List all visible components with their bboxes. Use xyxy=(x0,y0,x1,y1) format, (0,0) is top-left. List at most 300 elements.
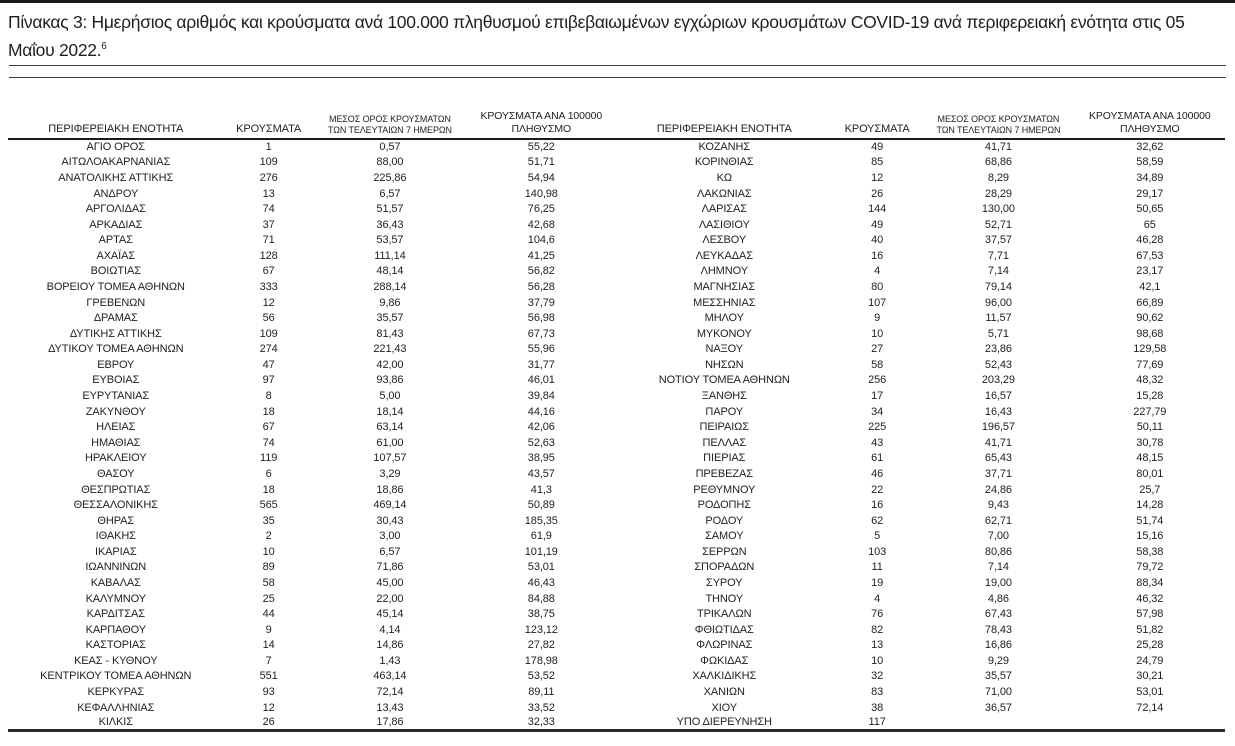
table-row xyxy=(617,264,1226,280)
table-row xyxy=(8,155,617,171)
cell-region: ΛΑΡΙΣΑΣ xyxy=(701,203,747,216)
table-row xyxy=(617,575,1226,591)
cell-cases: 44 xyxy=(262,608,275,621)
cell-per-100k: 41,25 xyxy=(527,249,555,262)
cell-region: ΠΑΡΟΥ xyxy=(705,405,744,418)
cell-per-100k: 55,96 xyxy=(527,343,555,356)
cell-cases: 19 xyxy=(871,576,884,589)
cell-per-100k: 50,65 xyxy=(1136,203,1164,216)
cell-cases: 22 xyxy=(871,483,884,496)
cell-cases: 9 xyxy=(874,312,881,325)
cell-per-100k: 32,62 xyxy=(1136,141,1164,154)
cell-7day-average: 36,57 xyxy=(984,701,1012,714)
cell-7day-average: 6,57 xyxy=(379,545,401,558)
cell-per-100k: 51,74 xyxy=(1136,514,1164,527)
cell-region: ΦΩΚΙΔΑΣ xyxy=(700,654,749,667)
cell-per-100k: 42,06 xyxy=(527,421,555,434)
table-row xyxy=(8,404,617,420)
cell-cases: 82 xyxy=(871,623,884,636)
cell-region: ΙΚΑΡΙΑΣ xyxy=(94,545,137,558)
cell-region: ΑΝΑΤΟΛΙΚΗΣ ΑΤΤΙΚΗΣ xyxy=(58,171,174,184)
cell-cases: 61 xyxy=(871,452,884,465)
cell-region: ΑΓΙΟ ΟΡΟΣ xyxy=(86,141,145,154)
cell-cases: 10 xyxy=(262,545,275,558)
cell-cases: 11 xyxy=(871,561,883,574)
cell-cases: 37 xyxy=(262,218,275,231)
table-row xyxy=(617,170,1226,186)
table-header xyxy=(617,78,1226,139)
table-row xyxy=(617,606,1226,622)
cell-per-100k: 37,79 xyxy=(527,296,555,309)
cell-7day-average: 61,00 xyxy=(376,436,404,449)
cell-7day-average: 67,43 xyxy=(984,608,1012,621)
table-row xyxy=(8,622,617,638)
cell-cases: 117 xyxy=(868,716,886,729)
cell-7day-average: 463,14 xyxy=(373,670,407,683)
cell-cases: 67 xyxy=(262,265,275,278)
cell-7day-average: 23,86 xyxy=(984,343,1012,356)
cell-region: ΜΥΚΟΝΟΥ xyxy=(696,327,752,340)
cell-region: ΚΩ xyxy=(716,171,732,184)
cell-region: ΡΕΘΥΜΝΟΥ xyxy=(693,483,756,496)
table-row xyxy=(617,248,1226,264)
cell-7day-average: 80,86 xyxy=(984,545,1012,558)
cell-region: ΠΕΙΡΑΙΩΣ xyxy=(699,421,749,434)
cell-per-100k: 15,16 xyxy=(1136,530,1164,543)
cell-region: ΛΑΣΙΘΙΟΥ xyxy=(698,218,750,231)
cell-region: ΚΕΝΤΡΙΚΟΥ ΤΟΜΕΑ ΑΘΗΝΩΝ xyxy=(40,670,192,683)
cell-cases: 551 xyxy=(259,670,278,683)
cell-cases: 74 xyxy=(262,203,275,216)
table-body-left xyxy=(8,139,617,731)
table-row xyxy=(617,622,1226,638)
cell-7day-average xyxy=(922,715,1074,731)
cell-per-100k: 43,57 xyxy=(527,467,555,480)
cell-7day-average: 88,00 xyxy=(376,156,404,169)
cell-per-100k: 104,6 xyxy=(527,234,555,247)
cell-cases: 49 xyxy=(871,141,884,154)
table-row xyxy=(617,186,1226,202)
table-row xyxy=(617,201,1226,217)
table-row xyxy=(8,264,617,280)
cell-region: ΛΗΜΝΟΥ xyxy=(700,265,748,278)
cell-cases: 4 xyxy=(874,265,881,278)
cell-region: ΣΑΜΟΥ xyxy=(705,530,744,543)
cell-cases: 18 xyxy=(262,405,275,418)
cell-per-100k: 34,89 xyxy=(1136,171,1164,184)
cell-per-100k: 67,53 xyxy=(1136,249,1164,262)
cell-per-100k: 41,3 xyxy=(530,483,552,496)
cell-per-100k: 56,28 xyxy=(527,280,555,293)
cell-cases: 83 xyxy=(871,686,884,699)
cell-per-100k: 51,82 xyxy=(1136,623,1164,636)
cell-cases: 8 xyxy=(265,390,272,403)
cell-per-100k: 30,21 xyxy=(1136,670,1164,683)
cell-cases: 225 xyxy=(868,421,887,434)
cell-7day-average: 7,00 xyxy=(987,530,1009,543)
cell-7day-average: 9,43 xyxy=(987,499,1009,512)
cell-per-100k: 80,01 xyxy=(1136,467,1164,480)
cell-per-100k: 58,59 xyxy=(1136,156,1164,169)
table-row xyxy=(8,606,617,622)
cell-7day-average: 63,14 xyxy=(376,421,404,434)
table-row xyxy=(8,715,617,731)
cell-per-100k: 185,35 xyxy=(524,514,558,527)
cell-region: ΧΑΛΚΙΔΙΚΗΣ xyxy=(692,670,757,683)
cell-cases: 40 xyxy=(871,234,884,247)
cell-per-100k: 79,72 xyxy=(1136,561,1164,574)
cell-per-100k: 58,38 xyxy=(1136,545,1164,558)
table-row xyxy=(8,310,617,326)
cell-cases: 58 xyxy=(871,358,884,371)
cell-per-100k: 88,34 xyxy=(1136,576,1164,589)
table-row xyxy=(8,373,617,389)
cell-7day-average: 71,86 xyxy=(376,561,404,574)
cell-per-100k: 51,71 xyxy=(527,156,555,169)
table-row xyxy=(8,342,617,358)
cell-region: ΡΟΔΟΠΗΣ xyxy=(697,499,751,512)
cell-region: ΒΟΙΩΤΙΑΣ xyxy=(90,265,141,278)
table-row xyxy=(8,466,617,482)
cell-7day-average: 3,00 xyxy=(379,530,401,543)
cell-7day-average: 35,57 xyxy=(984,670,1012,683)
cell-cases: 119 xyxy=(260,452,278,465)
table-row xyxy=(617,591,1226,607)
table-row xyxy=(617,466,1226,482)
cell-7day-average: 51,57 xyxy=(376,203,404,216)
cases-table-right xyxy=(617,78,1226,732)
cell-cases: 26 xyxy=(871,187,884,200)
table-row xyxy=(8,170,617,186)
cell-cases: 34 xyxy=(871,405,884,418)
table-row xyxy=(8,435,617,451)
cell-cases: 9 xyxy=(265,623,272,636)
table-row xyxy=(617,528,1226,544)
table-body-right xyxy=(617,139,1226,731)
cell-region: ΞΑΝΘΗΣ xyxy=(701,390,747,403)
table-row xyxy=(617,326,1226,342)
cell-7day-average: 7,14 xyxy=(987,561,1009,574)
table-row xyxy=(617,513,1226,529)
cell-7day-average: 13,43 xyxy=(376,701,404,714)
cell-per-100k: 42,68 xyxy=(527,218,555,231)
cell-region: ΝΗΣΩΝ xyxy=(705,358,744,371)
table-row xyxy=(8,560,617,576)
cell-7day-average: 5,00 xyxy=(379,390,401,403)
cell-region: ΚΑΡΠΑΘΟΥ xyxy=(85,623,146,636)
cell-region: ΙΩΑΝΝΙΝΩΝ xyxy=(85,561,147,574)
cell-per-100k: 227,79 xyxy=(1133,405,1167,418)
cell-region: ΗΛΕΙΑΣ xyxy=(96,421,136,434)
cell-cases: 12 xyxy=(262,296,275,309)
cell-per-100k: 25,7 xyxy=(1139,483,1161,496)
cell-cases: 67 xyxy=(262,421,275,434)
cell-region: ΚΟΖΑΝΗΣ xyxy=(698,141,751,154)
table-row xyxy=(8,232,617,248)
table-row xyxy=(8,653,617,669)
cell-per-100k: 46,43 xyxy=(527,576,555,589)
cell-per-100k: 54,94 xyxy=(527,171,555,184)
cell-7day-average: 93,86 xyxy=(376,374,404,387)
table-row xyxy=(617,653,1226,669)
cell-cases: 256 xyxy=(868,374,887,387)
table-row xyxy=(617,342,1226,358)
cell-7day-average: 42,00 xyxy=(376,358,404,371)
table-row xyxy=(8,419,617,435)
cell-per-100k: 46,01 xyxy=(527,374,555,387)
cell-cases: 7 xyxy=(265,654,272,667)
cell-per-100k: 39,84 xyxy=(527,390,555,403)
cell-per-100k: 65 xyxy=(1143,218,1156,231)
cell-7day-average: 7,14 xyxy=(987,265,1009,278)
footnote-marker: 6 xyxy=(101,41,107,53)
cell-7day-average: 107,57 xyxy=(373,452,407,465)
table-row xyxy=(8,326,617,342)
cell-7day-average: 288,14 xyxy=(373,280,407,293)
cell-7day-average: 7,71 xyxy=(987,249,1009,262)
cell-per-100k: 77,69 xyxy=(1136,358,1164,371)
table-row xyxy=(8,357,617,373)
cell-per-100k: 33,52 xyxy=(527,701,555,714)
cell-region: ΣΕΡΡΩΝ xyxy=(702,545,747,558)
cell-cases: 38 xyxy=(871,701,884,714)
cell-region: ΜΗΛΟΥ xyxy=(704,312,744,325)
table-row xyxy=(617,435,1226,451)
cell-cases: 1 xyxy=(265,141,272,154)
cell-7day-average: 24,86 xyxy=(984,483,1012,496)
header-7day-average: ΜΕΣΟΣ ΟΡΟΣ ΚΡΟΥΣΜΑΤΩΝ ΤΩΝ ΤΕΛΕΥΤΑΙΩΝ 7 ΗΜΕΡΩΝ xyxy=(314,78,466,139)
table-row xyxy=(617,560,1226,576)
cell-7day-average: 28,29 xyxy=(984,187,1012,200)
header-per-100k: ΚΡΟΥΣΜΑΤΑ ΑΝΑ 100000 ΠΛΗΘΥΣΜΟ xyxy=(466,78,616,139)
cell-cases: 71 xyxy=(262,234,275,247)
table-row xyxy=(8,217,617,233)
cell-region: ΓΡΕΒΕΝΩΝ xyxy=(86,296,146,309)
cell-region: ΔΥΤΙΚΟΥ ΤΟΜΕΑ ΑΘΗΝΩΝ xyxy=(48,343,184,356)
cell-per-100k: 30,78 xyxy=(1136,436,1164,449)
cell-cases: 16 xyxy=(871,499,884,512)
cell-per-100k: 129,58 xyxy=(1133,343,1167,356)
cell-cases: 333 xyxy=(259,280,278,293)
table-row xyxy=(617,155,1226,171)
cell-region: ΗΡΑΚΛΕΙΟΥ xyxy=(85,452,147,465)
cell-7day-average: 41,71 xyxy=(984,436,1012,449)
cell-region: ΚΑΡΔΙΤΣΑΣ xyxy=(86,608,145,621)
table-row xyxy=(8,186,617,202)
cell-cases: 13 xyxy=(262,187,275,200)
cell-cases: 12 xyxy=(262,701,275,714)
table-caption xyxy=(0,0,1235,58)
cell-cases: 27 xyxy=(871,343,884,356)
cell-7day-average: 52,43 xyxy=(984,358,1012,371)
cell-region: ΕΥΡΥΤΑΝΙΑΣ xyxy=(82,390,150,403)
cell-7day-average: 16,86 xyxy=(984,639,1012,652)
table-row xyxy=(8,700,617,716)
table-caption-text: Πίνακας 3: Ημερήσιος αριθμός και κρούσματα ανά 100.000 πληθυσμού επιβεβαιωμένων εγχώριων κρουσμάτων COVID-19 ανά περιφερειακή ενότητα στις 05 Μαΐου 2022. xyxy=(8,12,1185,60)
cell-cases: 109 xyxy=(259,327,278,340)
cell-per-100k: 48,15 xyxy=(1136,452,1164,465)
cell-per-100k: 90,62 xyxy=(1136,312,1164,325)
cell-7day-average: 79,14 xyxy=(984,280,1012,293)
cell-7day-average: 225,86 xyxy=(373,171,407,184)
cell-region: ΦΘΙΩΤΙΔΑΣ xyxy=(694,623,754,636)
cell-per-100k: 14,28 xyxy=(1136,499,1164,512)
cell-region: ΛΑΚΩΝΙΑΣ xyxy=(696,187,752,200)
cases-table-left xyxy=(8,78,617,732)
table-row xyxy=(617,279,1226,295)
cell-7day-average: 6,57 xyxy=(379,187,401,200)
cell-cases: 17 xyxy=(871,390,884,403)
cell-7day-average: 68,86 xyxy=(984,156,1012,169)
table-row xyxy=(617,357,1226,373)
cell-cases: 46 xyxy=(871,467,884,480)
cell-region: ΜΕΣΣΗΝΙΑΣ xyxy=(693,296,756,309)
cell-7day-average: 4,14 xyxy=(379,623,401,636)
cell-7day-average: 81,43 xyxy=(376,327,404,340)
cell-7day-average: 469,14 xyxy=(373,499,407,512)
cell-region: ΙΘΑΚΗΣ xyxy=(95,530,136,543)
cell-7day-average: 36,43 xyxy=(376,218,404,231)
cell-cases: 144 xyxy=(868,203,887,216)
cell-region: ΚΕΡΚΥΡΑΣ xyxy=(87,686,145,699)
cell-7day-average: 22,00 xyxy=(376,592,404,605)
cell-region: ΗΜΑΘΙΑΣ xyxy=(91,436,141,449)
cell-per-100k: 24,79 xyxy=(1136,654,1164,667)
cell-region: ΑΝΔΡΟΥ xyxy=(93,187,139,200)
cell-per-100k: 56,82 xyxy=(527,265,555,278)
cell-cases: 4 xyxy=(874,592,881,605)
header-region: ΠΕΡΙΦΕΡΕΙΑΚΗ ΕΝΟΤΗΤΑ xyxy=(8,78,224,139)
cell-7day-average: 196,57 xyxy=(981,421,1015,434)
cell-region: ΑΡΤΑΣ xyxy=(98,234,133,247)
table-row xyxy=(617,139,1226,155)
cell-7day-average: 53,57 xyxy=(376,234,404,247)
cell-per-100k: 53,52 xyxy=(527,670,555,683)
cell-region: ΥΠΟ ΔΙΕΡΕΥΝΗΣΗ xyxy=(676,716,772,729)
cell-region: ΡΟΔΟΥ xyxy=(705,514,744,527)
covid-cases-tables xyxy=(8,78,1225,732)
cell-per-100k: 48,32 xyxy=(1136,374,1164,387)
cell-cases: 74 xyxy=(262,436,275,449)
cell-per-100k: 101,19 xyxy=(524,545,558,558)
cell-cases: 107 xyxy=(868,296,887,309)
cell-per-100k: 123,12 xyxy=(524,623,558,636)
table-row xyxy=(8,684,617,700)
cell-region: ΠΙΕΡΙΑΣ xyxy=(703,452,746,465)
cell-7day-average: 5,71 xyxy=(987,327,1009,340)
cell-per-100k: 46,28 xyxy=(1136,234,1164,247)
cell-region: ΚΕΦΑΛΛΗΝΙΑΣ xyxy=(77,701,155,714)
cell-per-100k: 50,11 xyxy=(1136,421,1163,434)
table-row xyxy=(617,684,1226,700)
cell-cases: 274 xyxy=(259,343,278,356)
cell-cases: 565 xyxy=(259,499,278,512)
cell-per-100k: 57,98 xyxy=(1136,608,1164,621)
cell-7day-average: 19,00 xyxy=(984,576,1012,589)
cell-per-100k: 61,9 xyxy=(530,530,552,543)
cell-cases: 97 xyxy=(262,374,275,387)
cell-region: ΧΑΝΙΩΝ xyxy=(703,686,745,699)
cell-7day-average: 45,00 xyxy=(376,576,404,589)
cell-7day-average: 0,57 xyxy=(379,141,401,154)
table-row xyxy=(8,482,617,498)
top-border-line xyxy=(0,0,1235,3)
table-row xyxy=(8,388,617,404)
cell-7day-average: 18,14 xyxy=(376,405,404,418)
divider-line-top xyxy=(9,65,1226,66)
cell-7day-average: 48,14 xyxy=(376,265,404,278)
cell-region: ΝΑΞΟΥ xyxy=(705,343,743,356)
cell-per-100k: 67,73 xyxy=(527,327,555,340)
cell-region: ΑΡΓΟΛΙΔΑΣ xyxy=(85,203,146,216)
cell-region: ΚΑΣΤΟΡΙΑΣ xyxy=(85,639,146,652)
cell-per-100k: 53,01 xyxy=(1136,686,1164,699)
cell-7day-average: 16,57 xyxy=(984,390,1012,403)
cell-per-100k: 15,28 xyxy=(1136,390,1164,403)
cell-region: ΛΕΣΒΟΥ xyxy=(702,234,747,247)
cell-per-100k: 178,98 xyxy=(524,654,558,667)
cell-cases: 103 xyxy=(868,545,887,558)
cell-per-100k: 53,01 xyxy=(527,561,555,574)
cell-per-100k: 44,16 xyxy=(527,405,555,418)
table-header xyxy=(8,78,617,139)
cell-7day-average: 203,29 xyxy=(981,374,1015,387)
cell-cases: 32 xyxy=(871,670,884,683)
table-row xyxy=(617,295,1226,311)
cell-7day-average: 37,57 xyxy=(984,234,1012,247)
table-row xyxy=(8,575,617,591)
cell-per-100k: 32,33 xyxy=(527,716,555,729)
cell-per-100k: 42,1 xyxy=(1139,280,1161,293)
cell-per-100k: 55,22 xyxy=(527,141,555,154)
header-cases: ΚΡΟΥΣΜΑΤΑ xyxy=(224,78,314,139)
cell-7day-average: 14,86 xyxy=(376,639,404,652)
cell-7day-average: 1,43 xyxy=(379,654,401,667)
cell-cases: 76 xyxy=(871,608,884,621)
table-row xyxy=(617,388,1226,404)
table-row xyxy=(8,591,617,607)
cell-7day-average: 18,86 xyxy=(376,483,404,496)
table-row xyxy=(8,638,617,654)
cell-cases: 276 xyxy=(259,171,278,184)
table-row xyxy=(8,248,617,264)
cell-region: ΧΙΟΥ xyxy=(711,701,738,714)
table-row xyxy=(617,544,1226,560)
cell-region: ΤΗΝΟΥ xyxy=(705,592,744,605)
cell-cases: 14 xyxy=(262,639,275,652)
cell-per-100k xyxy=(1075,715,1225,731)
cell-per-100k: 66,89 xyxy=(1136,296,1164,309)
cell-region: ΕΒΡΟΥ xyxy=(97,358,135,371)
cell-region: ΚΟΡΙΝΘΙΑΣ xyxy=(694,156,754,169)
cell-region: ΝΟΤΙΟΥ ΤΟΜΕΑ ΑΘΗΝΩΝ xyxy=(658,374,790,387)
cell-region: ΤΡΙΚΑΛΩΝ xyxy=(697,608,752,621)
cell-region: ΘΗΡΑΣ xyxy=(97,514,135,527)
cell-cases: 5 xyxy=(874,530,881,543)
cell-7day-average: 130,00 xyxy=(981,203,1015,216)
cell-cases: 12 xyxy=(871,171,884,184)
table-row xyxy=(617,497,1226,513)
cell-cases: 80 xyxy=(871,280,884,293)
cell-region: ΖΑΚΥΝΘΟΥ xyxy=(85,405,146,418)
table-row xyxy=(8,528,617,544)
cell-region: ΜΑΓΝΗΣΙΑΣ xyxy=(693,280,756,293)
table-row xyxy=(617,310,1226,326)
cell-region: ΒΟΡΕΙΟΥ ΤΟΜΕΑ ΑΘΗΝΩΝ xyxy=(46,280,185,293)
header-7day-average: ΜΕΣΟΣ ΟΡΟΣ ΚΡΟΥΣΜΑΤΩΝ ΤΩΝ ΤΕΛΕΥΤΑΙΩΝ 7 ΗΜΕΡΩΝ xyxy=(922,78,1074,139)
table-row xyxy=(8,295,617,311)
cell-region: ΘΕΣΠΡΩΤΙΑΣ xyxy=(81,483,151,496)
